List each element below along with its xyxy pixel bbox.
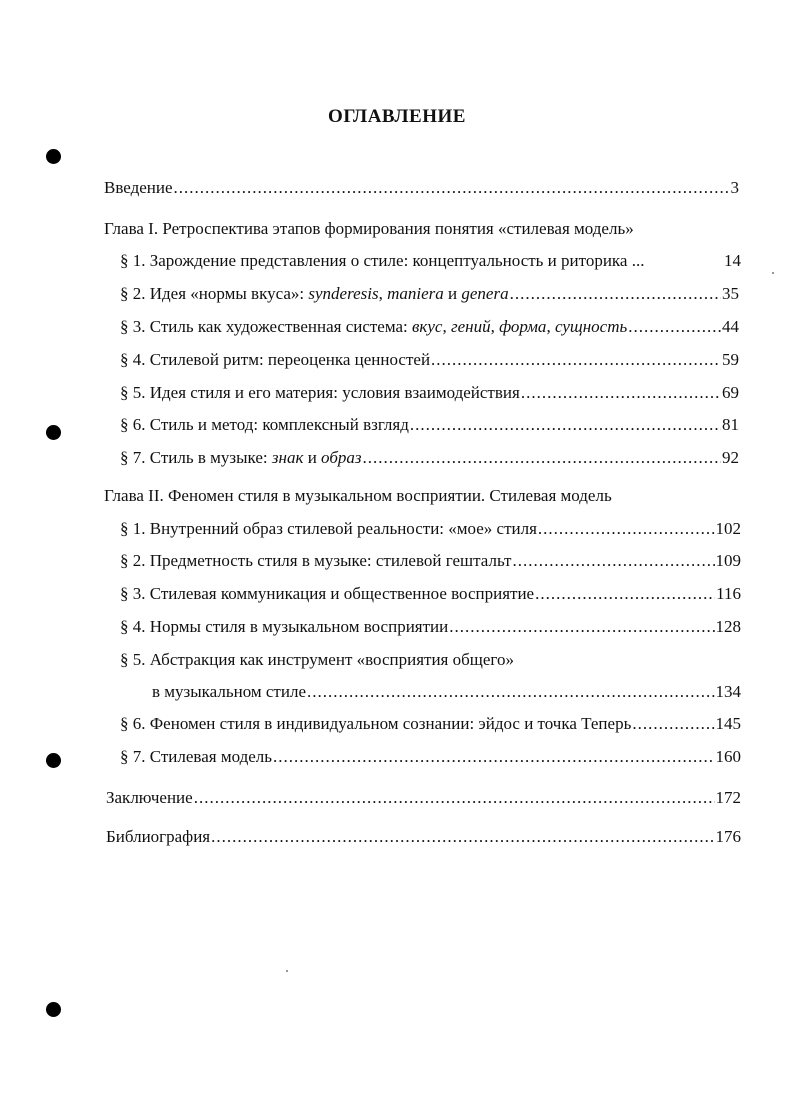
toc-page-number: 160 (715, 747, 741, 766)
toc-entry-label: § 1. Внутренний образ стилевой реальности: «мое» стиля (120, 519, 537, 538)
dot-leader (512, 550, 714, 572)
toc-page-number: 44 (722, 317, 739, 336)
dot-leader (194, 787, 715, 809)
toc-entry-label: § 7. Стиль в музыке: знак и образ (120, 448, 362, 467)
dot-leader (632, 713, 714, 735)
toc-entry-ch2-s2[interactable] (120, 550, 741, 572)
toc-entry-label: § 3. Стилевая коммуникация и общественное восприятие (120, 584, 535, 603)
toc-entry-label: § 3. Стиль как художественная система: вкус, гений, форма, сущность (120, 317, 628, 336)
toc-page-number: 172 (715, 788, 741, 807)
toc-page-number: 3 (730, 178, 739, 197)
toc-page-number: 69 (722, 383, 739, 402)
toc-entry-ch1-s2[interactable] (120, 283, 739, 305)
toc-entry-ch2-s5-line1[interactable]: § 5. Абстракция как инструмент «восприятия общего» (120, 650, 514, 669)
toc-page-number: 59 (722, 350, 739, 369)
toc-entry-label: § 2. Идея «нормы вкуса»: synderesis, maniera и genera (120, 284, 509, 303)
toc-entry-label: § 5. Идея стиля и его материя: условия взаимодействия (120, 383, 520, 402)
toc-page-number: 92 (722, 448, 739, 467)
toc-page-number: 14 (724, 251, 741, 270)
toc-entry-ch1-s6[interactable] (120, 414, 739, 436)
toc-entry-ch1-s1[interactable] (120, 250, 741, 272)
punch-hole-3 (46, 753, 61, 768)
toc-page-number: 81 (722, 415, 739, 434)
dot-leader (521, 382, 721, 404)
dot-leader (307, 681, 715, 703)
dot-leader (538, 518, 715, 540)
toc-entry-label: § 4. Нормы стиля в музыкальном восприятии (120, 617, 449, 636)
toc-entry-label: § 6. Феномен стиля в индивидуальном сознании: эйдос и точка Теперь (120, 714, 632, 733)
dot-leader (174, 177, 730, 199)
toc-entry-ch1-s7[interactable] (120, 447, 739, 469)
toc-entry-label: § 4. Стилевой ритм: переоценка ценностей (120, 350, 431, 369)
chapter-1-title: Глава I. Ретроспектива этапов формирования понятия «стилевая модель» (104, 219, 634, 238)
scan-speck (772, 272, 774, 274)
punch-hole-4 (46, 1002, 61, 1017)
punch-hole-1 (46, 149, 61, 164)
toc-entry-label: в музыкальном стиле (152, 682, 306, 701)
toc-entry-ch2-s1[interactable] (120, 518, 741, 540)
toc-page-number: 109 (715, 551, 741, 570)
toc-page-number: 134 (715, 682, 741, 701)
dot-leader (510, 283, 721, 305)
toc-entry-ch1-s3[interactable] (120, 316, 739, 338)
toc-entry-label: Библиография (106, 827, 211, 846)
toc-entry-ch1-s5[interactable] (120, 382, 739, 404)
toc-page-number: 176 (715, 827, 741, 846)
punch-hole-2 (46, 425, 61, 440)
toc-entry-conclusion[interactable] (106, 787, 741, 809)
toc-entry-label: § 2. Предметность стиля в музыке: стилевой гештальт (120, 551, 512, 570)
toc-entry-bibliography[interactable] (106, 826, 741, 848)
toc-entry-ch1-s4[interactable] (120, 349, 739, 371)
dot-leader (535, 583, 715, 605)
toc-entry-ch2-s6[interactable] (120, 713, 741, 735)
dot-leader (431, 349, 721, 371)
toc-entry-label: § 6. Стиль и метод: комплексный взгляд (120, 415, 409, 434)
dot-leader (211, 826, 714, 848)
toc-page-number: 128 (715, 617, 741, 636)
toc-entry-label: § 1. Зарождение представления о стиле: концептуальность и риторика ... (120, 251, 645, 270)
toc-entry-ch2-s7[interactable] (120, 746, 741, 768)
toc-page-number: 102 (715, 519, 741, 538)
toc-entry-ch2-s4[interactable] (120, 616, 741, 638)
toc-entry-label: § 7. Стилевая модель (120, 747, 273, 766)
toc-entry-ch2-s5[interactable] (152, 681, 741, 703)
dot-leader (628, 316, 721, 338)
scan-speck (286, 970, 288, 972)
toc-entry-label: Введение (104, 178, 173, 197)
toc-page-number: 35 (722, 284, 739, 303)
toc-entry-ch2-s3[interactable] (120, 583, 741, 605)
dot-leader (363, 447, 721, 469)
dot-leader (449, 616, 714, 638)
dot-leader (410, 414, 721, 436)
toc-page-number: 145 (715, 714, 741, 733)
toc-entry-intro[interactable] (104, 177, 739, 199)
toc-entry-label: Заключение (106, 788, 193, 807)
toc-page-number: 116 (716, 584, 741, 603)
page-title: ОГЛАВЛЕНИЕ (328, 106, 466, 127)
dot-leader (273, 746, 714, 768)
chapter-2-title: Глава II. Феномен стиля в музыкальном восприятии. Стилевая модель (104, 486, 612, 505)
